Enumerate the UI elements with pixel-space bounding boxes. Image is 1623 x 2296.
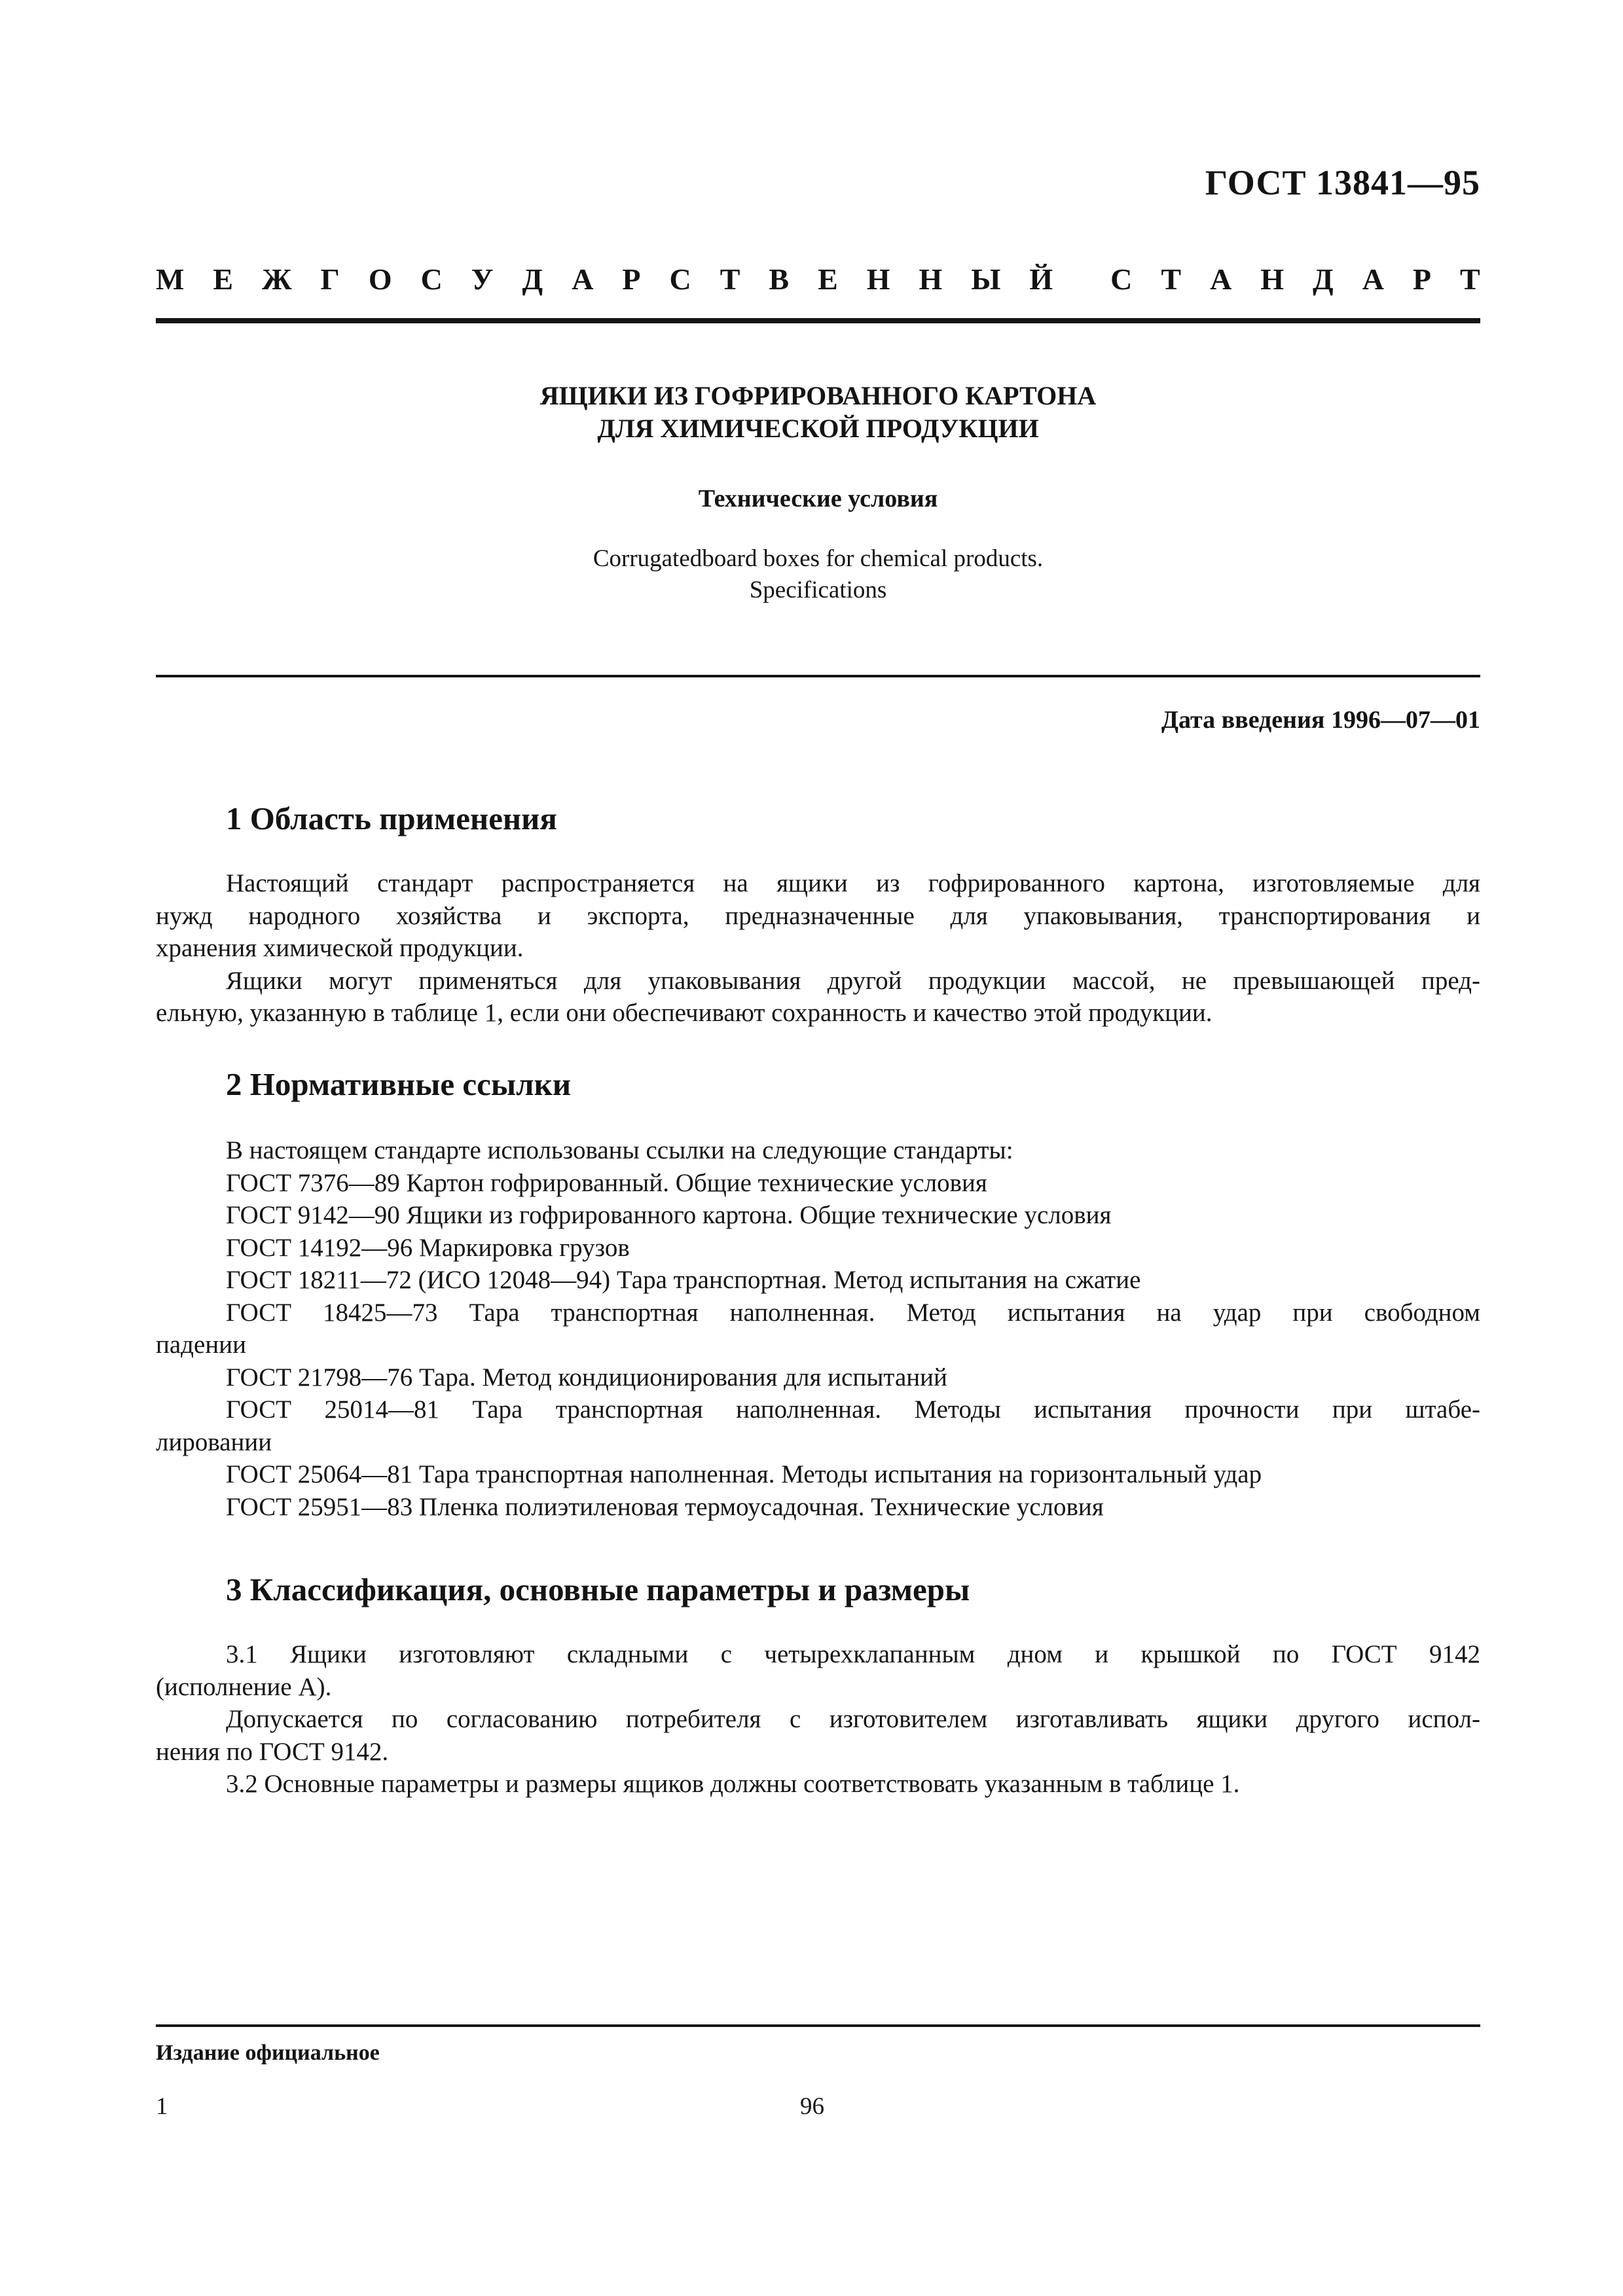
paragraph-line: ельную, указанную в таблице 1, если они обеспечивают сохранность и качество этой продукции.	[156, 999, 1213, 1027]
banner-letter: С	[1110, 262, 1133, 296]
footer-rule	[156, 2024, 1480, 2027]
banner-letter: У	[471, 262, 494, 296]
banner-letter: С	[669, 262, 691, 296]
paragraph-line: хранения химической продукции.	[156, 934, 524, 962]
banner-letter: Р	[622, 262, 641, 296]
gost-number: ГОСТ 13841—95	[1205, 163, 1480, 202]
reference-line: лировании	[156, 1427, 272, 1456]
banner-letter: А	[1210, 262, 1232, 296]
banner-letter: Ы	[971, 262, 1001, 296]
page-number: 96	[800, 2093, 824, 2120]
banner-letter: Ж	[262, 262, 292, 296]
banner-letter: Н	[1260, 262, 1285, 296]
document-subtitle: Технические условия	[698, 485, 938, 512]
reference-line: падении	[156, 1331, 246, 1359]
paragraph-line: 3.1 Ящики изготовляют складными с четырехклапанным дном и крышкой по ГОСТ 9142	[226, 1640, 1480, 1668]
paragraph-line: Допускается по согласованию потребителя с изготовителем изготавливать ящики другого испол-	[226, 1705, 1480, 1733]
banner-letter: А	[1362, 262, 1384, 296]
paragraph-line: нужд народного хозяйства и экспорта, предназначенные для упаковывания, транспортирования и	[156, 901, 1480, 930]
section-3-body	[156, 1638, 1480, 1801]
reference-line: ГОСТ 25951—83 Пленка полиэтиленовая термоусадочная. Технические условия	[226, 1492, 1104, 1521]
reference-line: В настоящем стандарте использованы ссылки на следующие стандарты:	[226, 1136, 1013, 1164]
banner-letter: Е	[213, 262, 234, 296]
section-1-body	[156, 867, 1480, 1030]
reference-line: ГОСТ 9142—90 Ящики из гофрированного картона. Общие технические условия	[226, 1201, 1112, 1229]
section-2-heading: 2 Нормативные ссылки	[226, 1066, 572, 1102]
banner-letter: А	[572, 262, 594, 296]
official-edition-label: Издание официальное	[156, 2041, 380, 2065]
title-line-1: ЯЩИКИ ИЗ ГОФРИРОВАННОГО КАРТОНА	[539, 381, 1097, 410]
paragraph-line: 3.2 Основные параметры и размеры ящиков должны соответствовать указанным в таблице 1.	[226, 1770, 1240, 1798]
banner-letter: М	[156, 262, 185, 296]
banner-letter: С	[420, 262, 443, 296]
banner-letter: В	[769, 262, 790, 296]
title-line-2: ДЛЯ ХИМИЧЕСКОЙ ПРОДУКЦИИ	[597, 414, 1039, 443]
header-rule-thick	[156, 318, 1480, 323]
reference-line: ГОСТ 25064—81 Тара транспортная наполненная. Методы испытания на горизонтальный удар	[226, 1460, 1262, 1488]
introduction-date: Дата введения 1996—07—01	[1161, 706, 1480, 734]
english-title	[156, 543, 1480, 606]
english-title-line-2: Specifications	[749, 577, 887, 603]
paragraph-line: нения по ГОСТ 9142.	[156, 1737, 389, 1766]
interstate-standard-banner	[156, 262, 1480, 296]
banner-letter: Д	[1313, 262, 1334, 296]
english-title-line-1: Corrugatedboard boxes for chemical products.	[593, 545, 1044, 572]
reference-line: ГОСТ 7376—89 Картон гофрированный. Общие технические условия	[226, 1168, 987, 1197]
paragraph-line: Настоящий стандарт распространяется на ящики из гофрированного картона, изготовляемые для	[226, 869, 1480, 897]
banner-letter: Д	[522, 262, 543, 296]
banner-letter: Т	[1161, 262, 1182, 296]
banner-letter: Р	[1412, 262, 1432, 296]
section-2-body	[156, 1134, 1480, 1523]
section-1-heading: 1 Область применения	[226, 800, 557, 836]
document-title	[156, 380, 1480, 445]
banner-letter: Г	[320, 262, 340, 296]
footer-left-number: 1	[156, 2093, 168, 2120]
reference-line: ГОСТ 14192—96 Маркировка грузов	[226, 1233, 630, 1262]
reference-line: ГОСТ 18425—73 Тара транспортная наполненная. Метод испытания на удар при свободном	[226, 1298, 1480, 1327]
title-rule	[156, 675, 1480, 677]
banner-letter: Т	[720, 262, 740, 296]
reference-line: ГОСТ 21798—76 Тара. Метод кондиционирования для испытаний	[226, 1363, 947, 1391]
banner-letter: Е	[818, 262, 838, 296]
banner-letter: Н	[866, 262, 890, 296]
reference-line: ГОСТ 25014—81 Тара транспортная наполненная. Методы испытания прочности при штабе-	[226, 1395, 1480, 1424]
paragraph-line: (исполнение А).	[156, 1672, 332, 1701]
paragraph-line: Ящики могут применяться для упаковывания другой продукции массой, не превышающей пред-	[226, 966, 1480, 995]
banner-letter: Т	[1460, 262, 1480, 296]
banner-letter: О	[368, 262, 392, 296]
banner-letter: Н	[919, 262, 943, 296]
reference-line: ГОСТ 18211—72 (ИСО 12048—94) Тара транспортная. Метод испытания на сжатие	[226, 1266, 1141, 1294]
banner-letter: Й	[1029, 262, 1053, 296]
section-3-heading: 3 Классификация, основные параметры и размеры	[226, 1571, 970, 1607]
